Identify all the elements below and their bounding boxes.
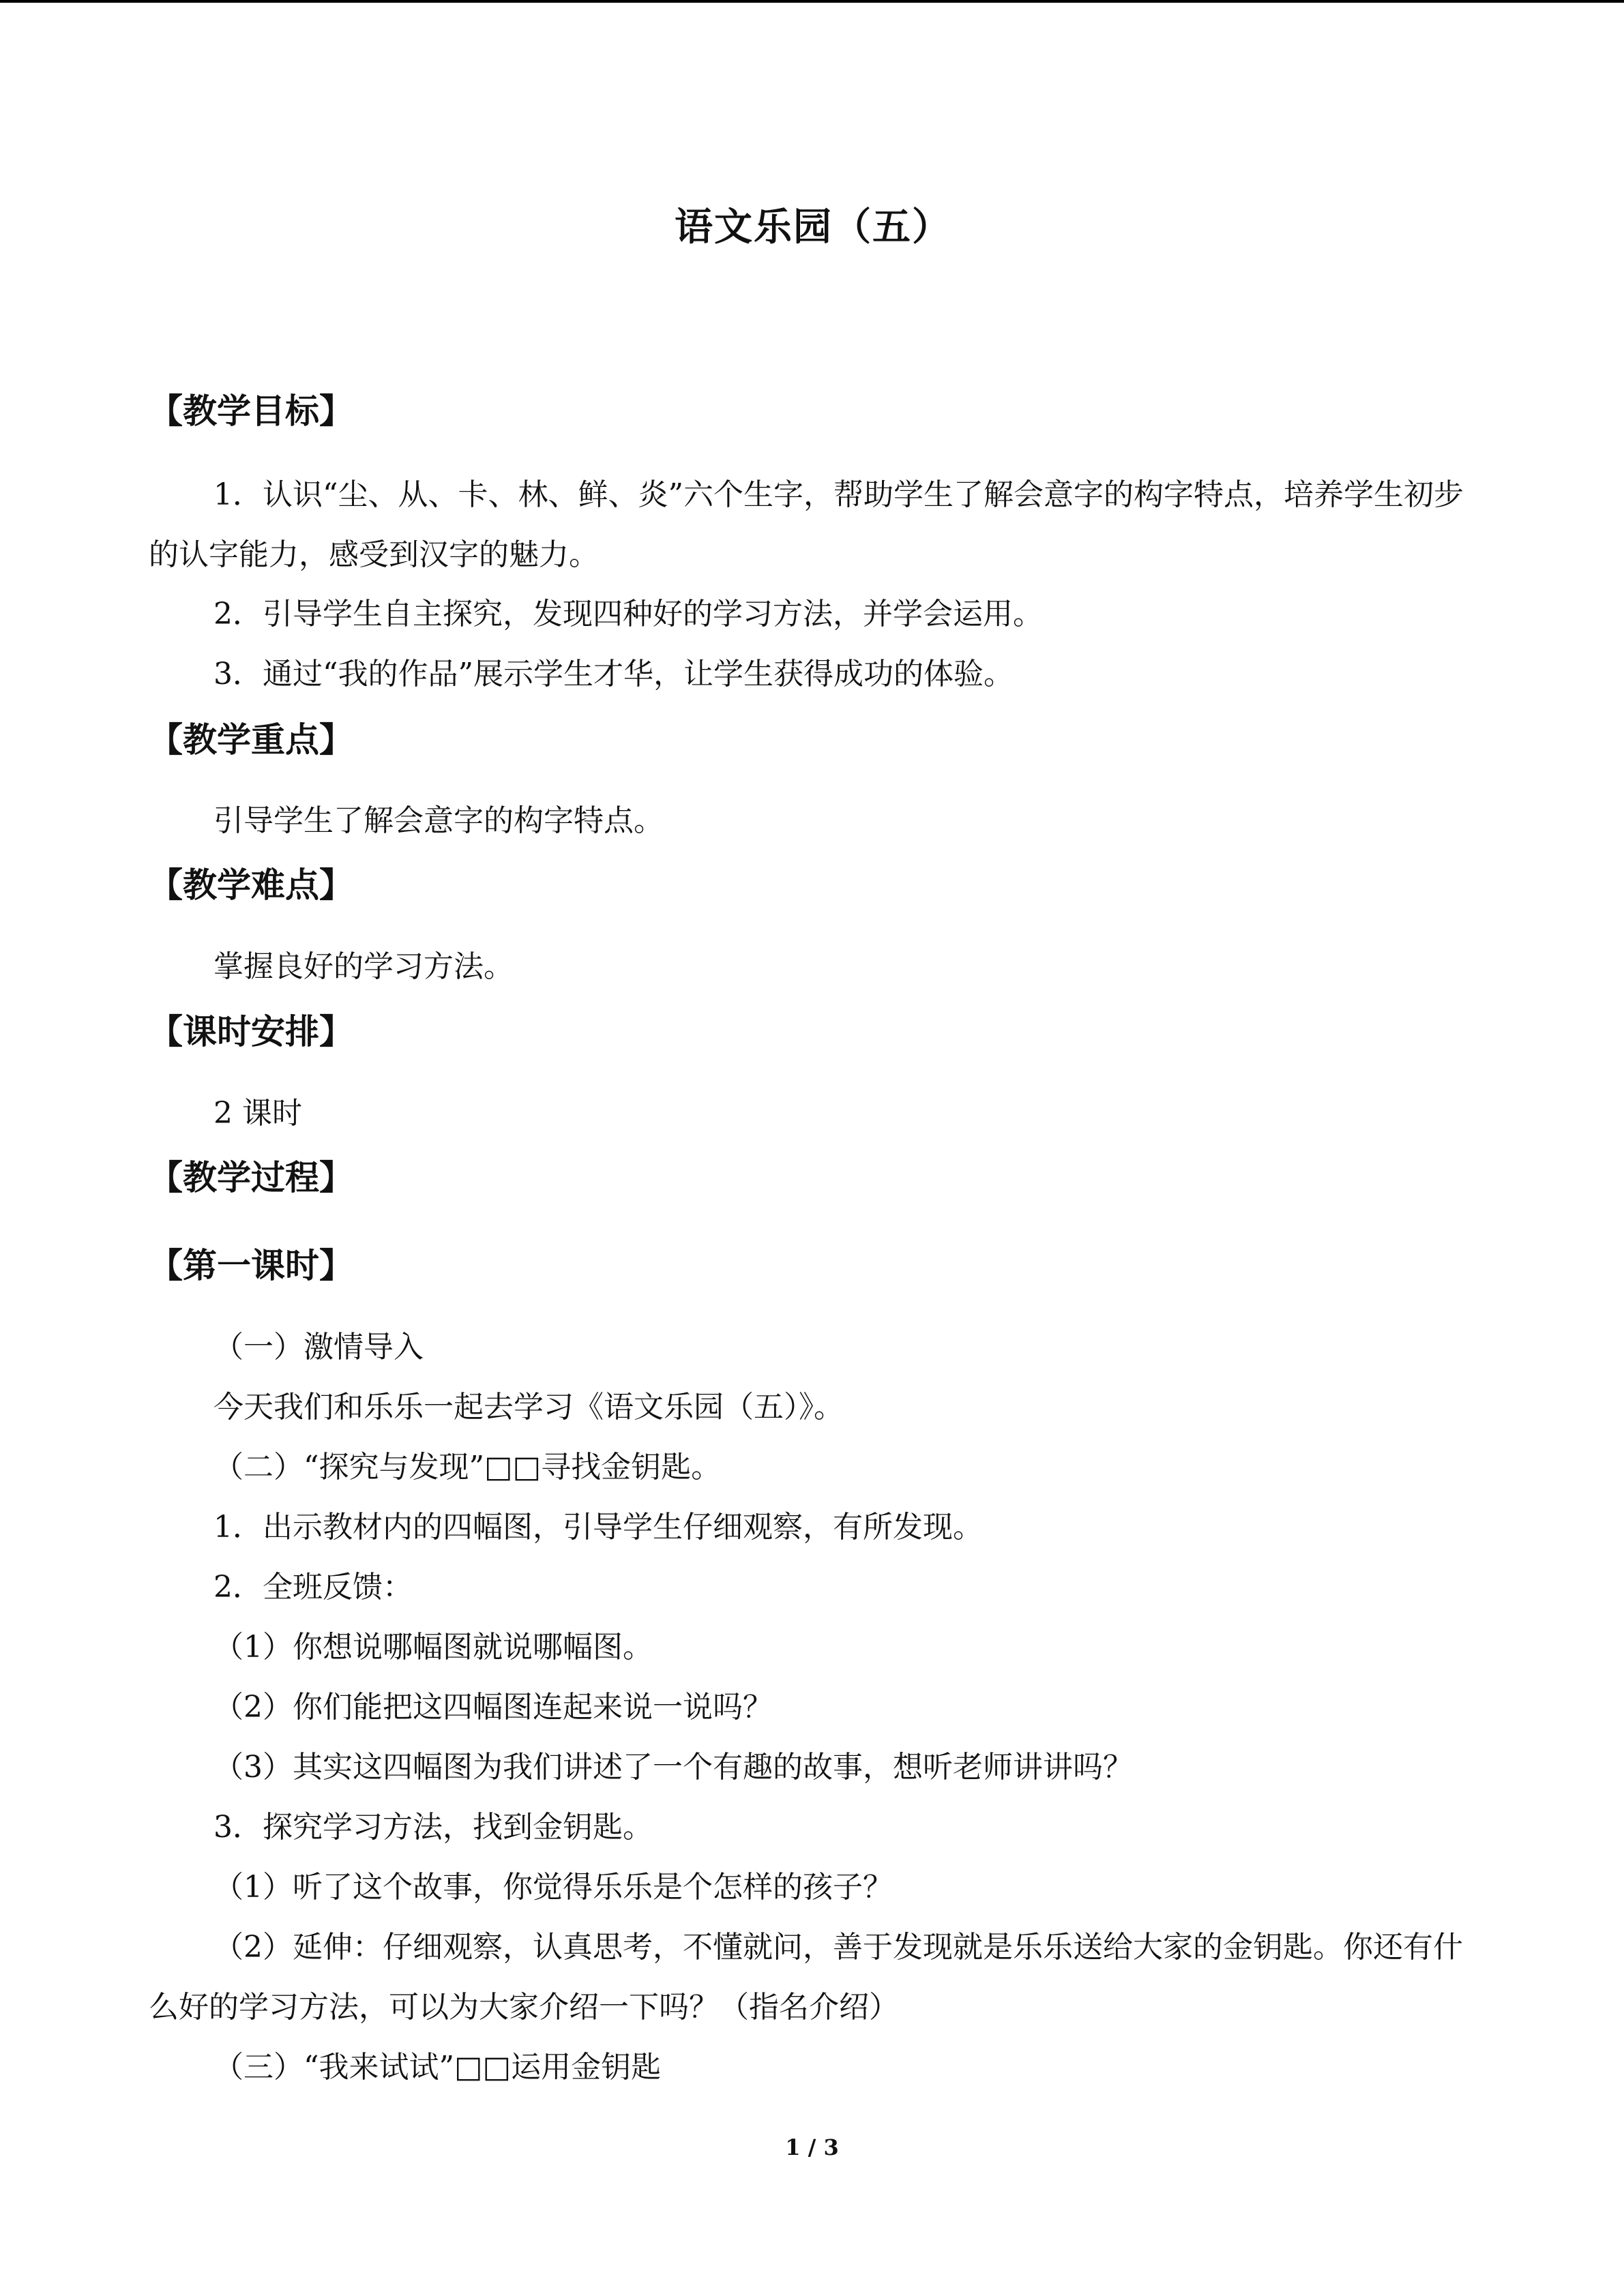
- heading-class-schedule: 【课时安排】: [149, 1012, 353, 1052]
- page-number: 1 / 3: [785, 2134, 839, 2160]
- schedule-text: 2 课时: [213, 1096, 302, 1131]
- goal-item-1: 1．认识“尘、从、卡、林、鲜、炎”六个生字，帮助学生了解会意字的构字特点，培养学生初步的认字能力，感受到汉字的魅力。: [149, 477, 1464, 572]
- lesson-paragraph: 3．探究学习方法，找到金钥匙。: [213, 1810, 653, 1845]
- heading-teaching-focus: 【教学重点】: [149, 720, 353, 760]
- goal-item-3: 3．通过“我的作品”展示学生才华，让学生获得成功的体验。: [213, 657, 1014, 691]
- lesson-paragraph: （一）激情导入: [213, 1330, 424, 1365]
- lesson-paragraph: （2）你们能把这四幅图连起来说一说吗？: [213, 1690, 773, 1725]
- top-border-line: [0, 0, 1624, 3]
- lesson-paragraph: 2．全班反馈：: [213, 1570, 413, 1605]
- heading-teaching-process: 【教学过程】: [149, 1158, 353, 1197]
- heading-teaching-difficulty: 【教学难点】: [149, 865, 353, 905]
- heading-first-lesson: 【第一课时】: [149, 1246, 353, 1285]
- lesson-paragraph: 今天我们和乐乐一起去学习《语文乐园（五）》。: [213, 1390, 844, 1425]
- document-title: 语文乐园（五）: [675, 205, 951, 250]
- lesson-paragraph: 1．出示教材内的四幅图，引导学生仔细观察，有所发现。: [213, 1510, 983, 1545]
- lesson-paragraph: （1）你想说哪幅图就说哪幅图。: [213, 1630, 653, 1665]
- lesson-paragraph: （1）听了这个故事，你觉得乐乐是个怎样的孩子？: [213, 1870, 893, 1905]
- lesson-paragraph: （3）其实这四幅图为我们讲述了一个有趣的故事，想听老师讲讲吗？: [213, 1750, 1133, 1785]
- focus-text: 引导学生了解会意字的构字特点。: [213, 803, 664, 838]
- lesson-paragraph: （2）延伸：仔细观察，认真思考，不懂就问，善于发现就是乐乐送给大家的金钥匙。你还有什么好的学习方法，可以为大家介绍一下吗？（指名介绍）: [149, 1930, 1463, 2025]
- difficulty-text: 掌握良好的学习方法。: [213, 949, 514, 984]
- lesson-paragraph: （二）“探究与发现”□□寻找金钥匙。: [213, 1450, 722, 1485]
- lesson-paragraph: （三）“我来试试”□□运用金钥匙: [213, 2050, 662, 2085]
- heading-teaching-goals: 【教学目标】: [149, 391, 353, 431]
- goal-item-2: 2．引导学生自主探究，发现四种好的学习方法，并学会运用。: [213, 597, 1043, 631]
